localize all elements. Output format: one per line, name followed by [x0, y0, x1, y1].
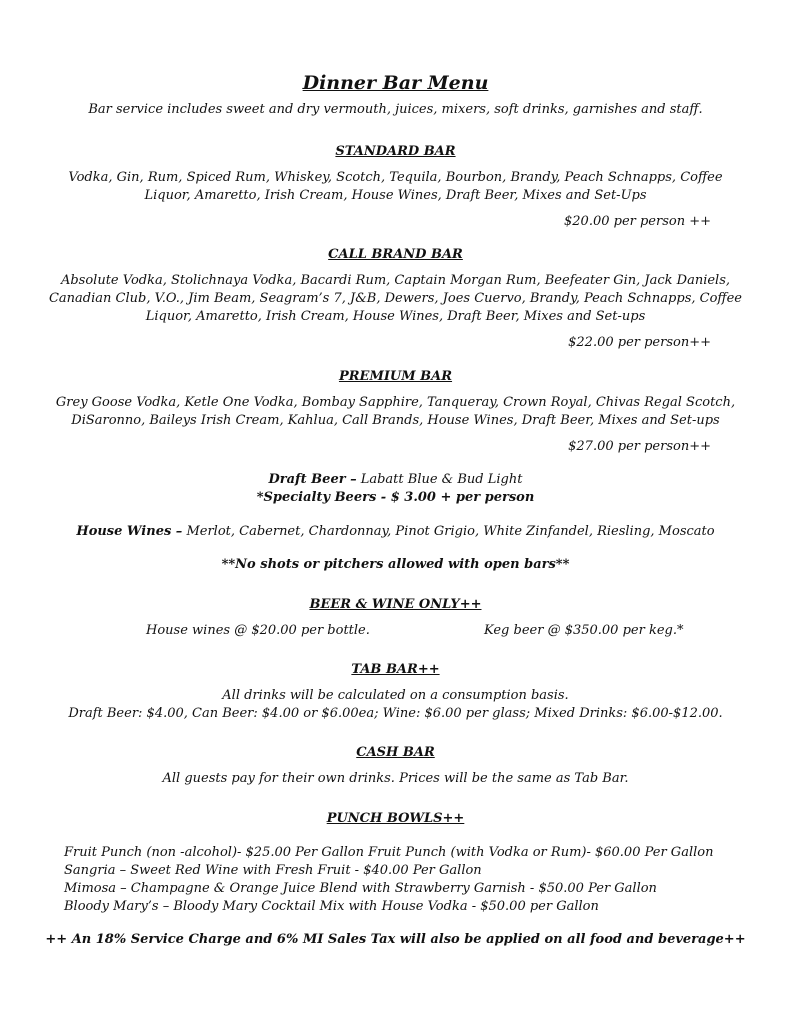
keg-beer-price: Keg beer @ $350.00 per keg.*	[484, 623, 684, 638]
house-wines-value: Merlot, Cabernet, Chardonnay, Pinot Grigio, White Zinfandel, Riesling, Moscato	[182, 524, 715, 539]
draft-beer-line	[40, 471, 751, 489]
tab-bar-heading: TAB BAR++	[351, 662, 440, 677]
call-brand-bar-line-3: Liquor, Amaretto, Irish Cream, House Wines, Draft Beer, Mixes and Set-ups	[145, 309, 646, 324]
punch-bowls-item-3: Mimosa – Champagne & Orange Juice Blend with Strawberry Garnish - $50.00 Per Gallon	[64, 881, 657, 896]
premium-bar-price: $27.00 per person++	[568, 439, 711, 454]
punch-bowls-item-4: Bloody Mary’s – Bloody Mary Cocktail Mix with House Vodka - $50.00 per Gallon	[64, 899, 599, 914]
house-wines-label: House Wines –	[76, 524, 183, 539]
specialty-beers-line: *Specialty Beers - $ 3.00 + per person	[256, 490, 535, 505]
call-brand-bar-line-1: Absolute Vodka, Stolichnaya Vodka, Bacardi Rum, Captain Morgan Rum, Beefeater Gin, Jack Daniels,	[60, 273, 731, 288]
standard-bar-line-1: Vodka, Gin, Rum, Spiced Rum, Whiskey, Scotch, Tequila, Bourbon, Brandy, Peach Schnapps, Coffee	[68, 170, 723, 185]
punch-bowls-item-2: Sangria – Sweet Red Wine with Fresh Fruit - $40.00 Per Gallon	[64, 863, 482, 878]
tab-bar-line-1: All drinks will be calculated on a consumption basis.	[222, 688, 569, 703]
call-brand-bar-line-2: Canadian Club, V.O., Jim Beam, Seagram’s 7, J&B, Dewers, Joes Cuervo, Brandy, Peach Schnapps, Coffee	[48, 291, 743, 306]
premium-bar-line-1: Grey Goose Vodka, Ketle One Vodka, Bombay Sapphire, Tanqueray, Crown Royal, Chivas Regal Scotch,	[55, 395, 736, 410]
tab-bar-line-2: Draft Beer: $4.00, Can Beer: $4.00 or $6.00ea; Wine: $6.00 per glass; Mixed Drinks: $6.00-$12.00.	[68, 706, 723, 721]
call-brand-bar-price: $22.00 per person++	[568, 335, 711, 350]
beer-wine-heading: BEER & WINE ONLY++	[309, 597, 482, 612]
punch-bowls-heading: PUNCH BOWLS++	[326, 811, 465, 826]
standard-bar-line-2: Liquor, Amaretto, Irish Cream, House Wines, Draft Beer, Mixes and Set-Ups	[144, 188, 647, 203]
punch-bowls-item-1: Fruit Punch (non -alcohol)- $25.00 Per Gallon Fruit Punch (with Vodka or Rum)- $60.00 Per Gallon	[64, 845, 714, 860]
standard-bar-heading: STANDARD BAR	[335, 144, 456, 159]
draft-beer-label: Draft Beer –	[268, 472, 357, 487]
house-wines-line	[40, 523, 751, 541]
cash-bar-heading: CASH BAR	[356, 745, 435, 760]
no-shots-notice: **No shots or pitchers allowed with open bars**	[221, 557, 570, 572]
draft-beer-value: Labatt Blue & Bud Light	[356, 472, 523, 487]
service-charge-footer: ++ An 18% Service Charge and 6% MI Sales Tax will also be applied on all food and beverage++	[45, 932, 746, 947]
premium-bar-heading: PREMIUM BAR	[338, 369, 453, 384]
house-wines-bottle-price: House wines @ $20.00 per bottle.	[146, 623, 370, 638]
page-title: Dinner Bar Menu	[302, 72, 489, 94]
intro-text: Bar service includes sweet and dry vermouth, juices, mixers, soft drinks, garnishes and staff.	[88, 102, 703, 117]
premium-bar-line-2: DiSaronno, Baileys Irish Cream, Kahlua, Call Brands, House Wines, Draft Beer, Mixes and Set-ups	[71, 413, 720, 428]
cash-bar-line-1: All guests pay for their own drinks. Prices will be the same as Tab Bar.	[162, 771, 629, 786]
standard-bar-price: $20.00 per person ++	[564, 214, 711, 229]
call-brand-bar-heading: CALL BRAND BAR	[328, 247, 463, 262]
